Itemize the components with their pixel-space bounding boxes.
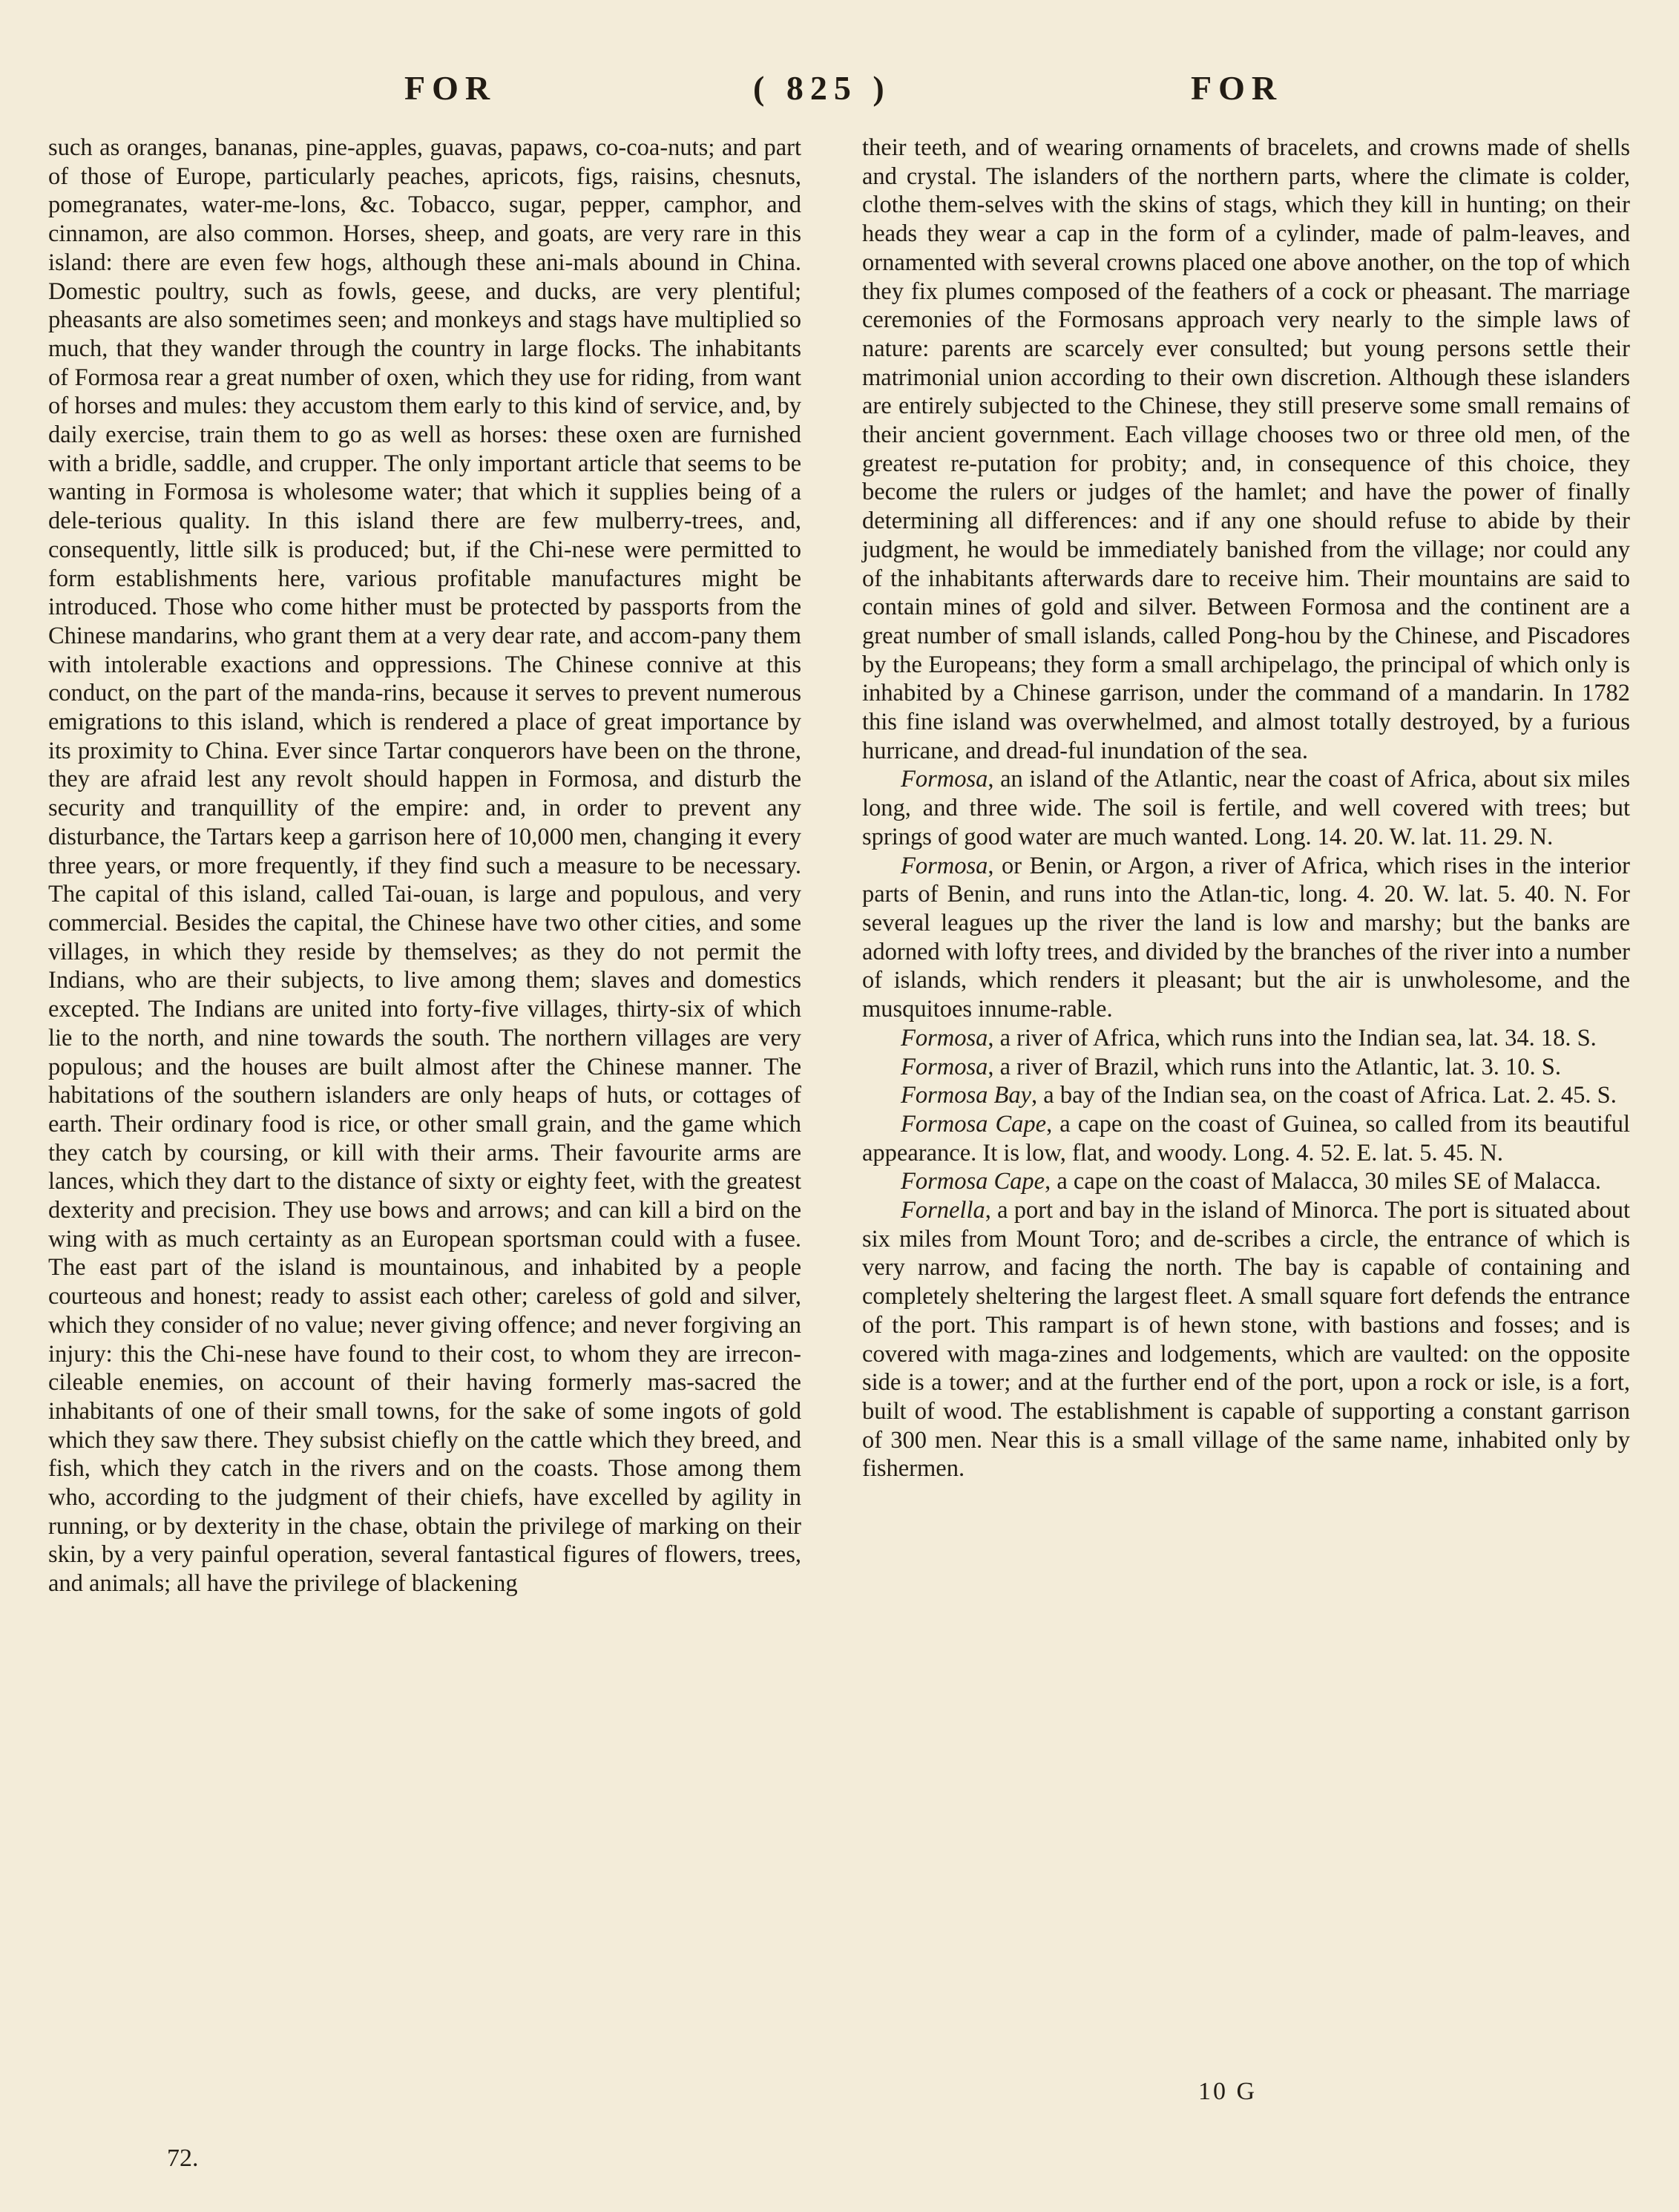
entry-headword: Formosa Cape [901, 1110, 1047, 1138]
right-column [862, 134, 1630, 1483]
running-header [0, 68, 1679, 120]
entry-headword: Formosa [901, 852, 988, 879]
signature-mark-left: 72. [167, 2144, 199, 2172]
page-number: ( 825 ) [753, 69, 891, 107]
right-column-intro: their teeth, and of wearing ornaments of bracelets, and crowns made of shells and crystal. The islanders of the northern parts, where the climate is colder, clothe them-selves with the skins of stags, which they kill in hunting; on their heads they wear a cap in the form of a cylinder, made of palm-leaves, and ornamented with several crowns placed one above another, on the top of which they fix plumes composed of the feathers of a cock or pheasant. The marriage ceremonies of the Formosans approach very nearly to the simple laws of nature: parents are scarcely ever consulted; but young persons settle their matrimonial union according to their own discretion. Although these islanders are entirely subjected to the Chinese, they still preserve some small remains of their ancient government. Each village chooses two or three old men, of the greatest re-putation for probity; and, in consequence of this choice, they become the rulers or judges of the hamlet; and have the power of finally determining all differences: and if any one should refuse to abide by their judgment, he would be immediately banished from the village; nor could any of the inhabitants afterwards dare to receive him. Their mountains are said to contain mines of gold and silver. Between Formosa and the continent are a great number of small islands, called Pong-hou by the Chinese, and Piscadores by the Europeans; they form a small archipelago, the principal of which only is inhabited by a Chinese garrison, under the command of a mandarin. In 1782 this fine island was overwhelmed, and almost totally destroyed, by a furious hurricane, and dread-ful inundation of the sea. [862, 134, 1630, 764]
entry-headword: Formosa [901, 1053, 988, 1080]
entry-formosa-atlantic [862, 765, 1630, 851]
entry-text: , an island of the Atlantic, near the coast of Africa, about six miles long, and three wide. The soil is fertile, and well covered with trees; but springs of good water are much wanted. Long. 14. 20. W. lat. 11. 29. N. [862, 766, 1630, 850]
entry-formosa-indian [862, 1024, 1630, 1053]
header-left: FOR [404, 69, 497, 107]
entry-headword: Formosa Bay [901, 1082, 1032, 1109]
signature-mark-right: 10 G [1198, 2078, 1258, 2105]
entry-headword: Formosa [901, 766, 988, 793]
header-right: FOR [1191, 69, 1284, 107]
entry-formosa-bay [862, 1081, 1630, 1110]
entry-text: , a bay of the Indian sea, on the coast of Africa. Lat. 2. 45. S. [1031, 1082, 1617, 1109]
entry-text: , a cape on the coast of Malacca, 30 miles SE of Malacca. [1045, 1168, 1602, 1195]
entry-text: , or Benin, or Argon, a river of Africa, which rises in the interior parts of Benin, and runs into the Atlan-tic, long. 4. 20. W. lat. 5. 40. N. For several leagues up the river the land is low and marshy; but the banks are adorned with lofty trees, and divided by the branches of the river into a number of islands, which renders it pleasant; but the air is unwholesome, and the musquitoes innume-rable. [862, 852, 1630, 1023]
left-column [48, 134, 801, 1598]
entry-text: , a river of Brazil, which runs into the Atlantic, lat. 3. 10. S. [988, 1053, 1561, 1080]
entry-fornella [862, 1196, 1630, 1483]
entry-formosa-cape-guinea [862, 1110, 1630, 1167]
entry-headword: Formosa Cape [901, 1168, 1045, 1195]
entry-formosa-benin [862, 852, 1630, 1024]
left-column-text: such as oranges, bananas, pine-apples, guavas, papaws, co-coa-nuts; and part of those of Europe, particularly peaches, apricots, figs, raisins, chesnuts, pomegranates, water-me-lons, &c. Tobacco, sugar, pepper, camphor, and cinnamon, are also common. Horses, sheep, and goats, are very rare in this island: there are even few hogs, although these ani-mals abound in China. Domestic poultry, such as fowls, geese, and ducks, are very plentiful; pheasants are also sometimes seen; and monkeys and stags have multiplied so much, that they wander through the country in large flocks. The inhabitants of Formosa rear a great number of oxen, which they use for riding, from want of horses and mules: they accustom them early to this kind of service, and, by daily exercise, train them to go as well as horses: these oxen are furnished with a bridle, saddle, and crupper. The only important article that seems to be wanting in Formosa is wholesome water; that which it supplies being of a dele-terious quality. In this island there are few mulberry-trees, and, consequently, little silk is produced; but, if the Chi-nese were permitted to form establishments here, various profitable manufactures might be introduced. Those who come hither must be protected by passports from the Chinese mandarins, who grant them at a very dear rate, and accom-pany them with intolerable exactions and oppressions. The Chinese connive at this conduct, on the part of the manda-rins, because it serves to prevent numerous emigrations to this island, which is rendered a place of great importance by its proximity to China. Ever since Tartar conquerors have been on the throne, they are afraid lest any revolt should happen in Formosa, and disturb the security and tranquillity of the empire: and, in order to prevent any disturbance, the Tartars keep a garrison here of 10,000 men, changing it every three years, or more frequently, if they find such a measure to be necessary. The capital of this island, called Tai-ouan, is large and populous, and very commercial. Besides the capital, the Chinese have two other cities, and some villages, in which they reside by themselves; as they do not permit the Indians, who are their subjects, to live among them; slaves and domestics excepted. The Indians are united into forty-five villages, thirty-six of which lie to the north, and nine towards the south. The northern villages are very populous; and the houses are built almost after the Chinese manner. The habitations of the southern islanders are only heaps of huts, or cottages of earth. Their ordinary food is rice, or other small grain, and the game which they catch by coursing, or kill with their arms. Their favourite arms are lances, which they dart to the distance of sixty or eighty feet, with the greatest dexterity and precision. They use bows and arrows; and can kill a bird on the wing with as much certainty as an European sportsman could with a fusee. The east part of the island is mountainous, and inhabited by a people courteous and honest; ready to assist each other; careless of gold and silver, which they consider of no value; never giving offence; and never forgiving an injury: this the Chi-nese have found to their cost, to whom they are irrecon-cileable enemies, on account of their having formerly mas-sacred the inhabitants of one of their small towns, for the sake of some ingots of gold which they saw there. They subsist chiefly on the cattle which they breed, and fish, which they catch in the rivers and on the coasts. Those among them who, according to the judgment of their chiefs, have excelled by agility in running, or by dexterity in the chase, obtain the privilege of marking on their skin, by a very painful operation, several fantastical figures of flowers, trees, and animals; all have the privilege of blackening [48, 134, 801, 1598]
entry-text: , a port and bay in the island of Minorca. The port is situated about six miles from Mount Toro; and de-scribes a circle, the entrance of which is very narrow, and facing the north. The bay is capable of containing and completely sheltering the largest fleet. A small square fort defends the entrance of the port. This rampart is of hewn stone, with bastions and fosses; and is covered with maga-zines and lodgements, which are vaulted: on the opposite side is a tower; and at the further end of the port, upon a rock or isle, is a fort, built of wood. The establishment is capable of supporting a constant garrison of 300 men. Near this is a small village of the same name, inhabited only by fishermen. [862, 1197, 1630, 1483]
entry-headword: Formosa [901, 1024, 988, 1051]
entry-formosa-brazil [862, 1053, 1630, 1082]
entry-headword: Fornella [901, 1197, 985, 1224]
entry-text: , a river of Africa, which runs into the Indian sea, lat. 34. 18. S. [988, 1024, 1597, 1051]
entry-formosa-cape-malacca [862, 1167, 1630, 1196]
entry-text: , a cape on the coast of Guinea, so called from its beautiful appearance. It is low, flat, and woody. Long. 4. 52. E. lat. 5. 45. N. [862, 1110, 1630, 1166]
